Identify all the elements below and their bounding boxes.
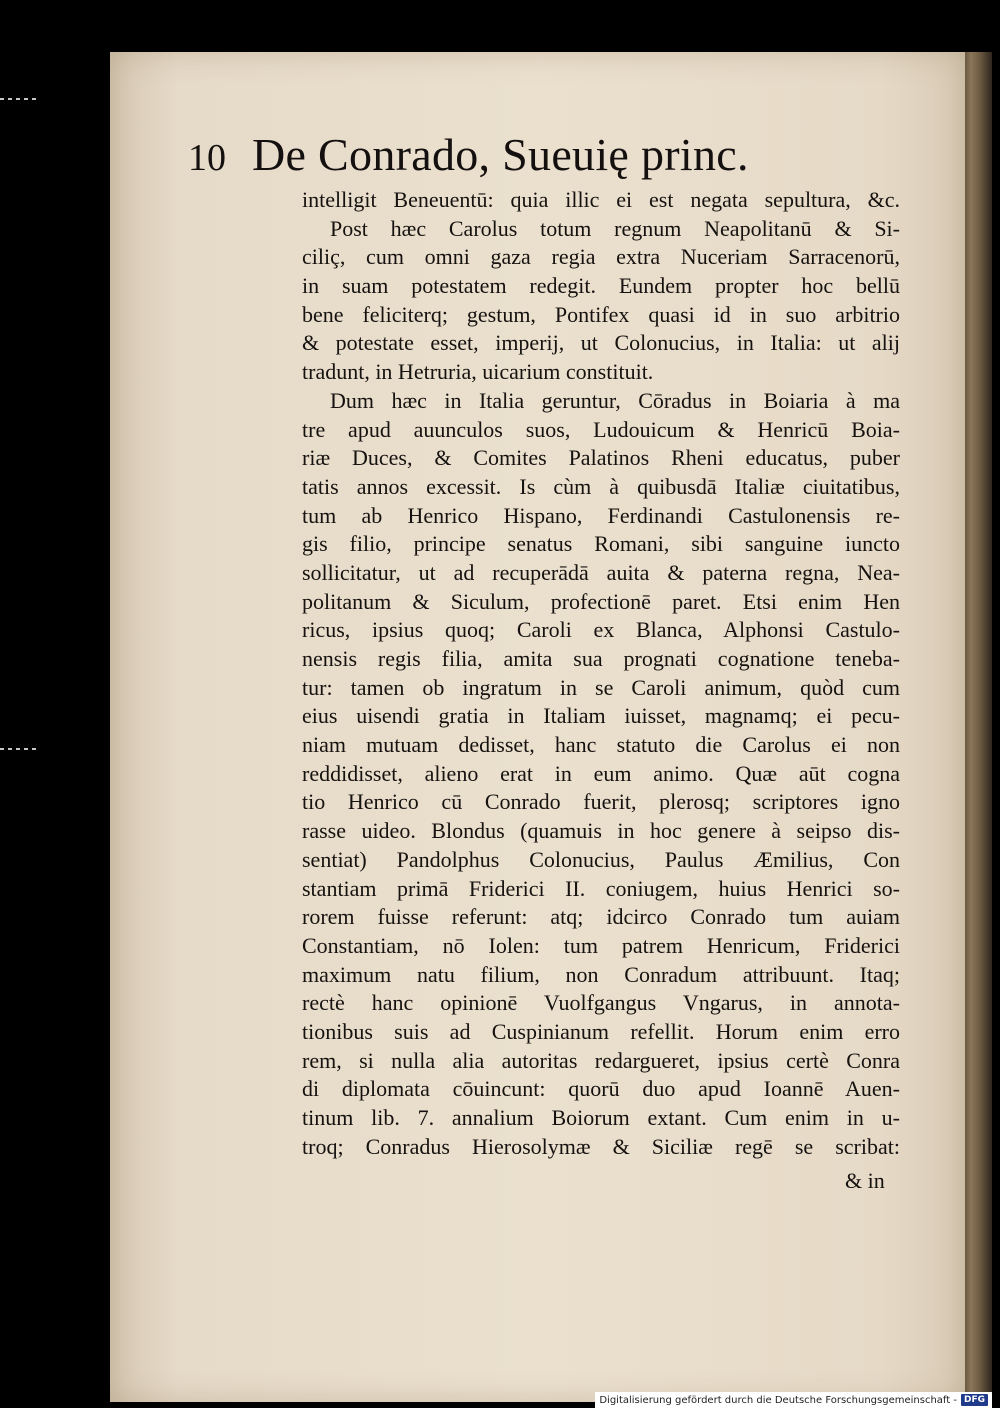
book-edge — [962, 52, 992, 1402]
text-line: in suam potestatem redegit. Eundem propter hoc bellū — [302, 273, 900, 299]
text-line: gis filio, principe senatus Romani, sibi sanguine iuncto — [302, 531, 900, 557]
text-line: sollicitatur, ut ad recuperādā auita & paterna regna, Nea- — [302, 559, 900, 585]
text-line: sentiat) Pandolphus Colonucius, Paulus Æmilius, Con — [302, 846, 900, 872]
text-line: Post hæc Carolus totum regnum Neapolitanū & Si- — [330, 215, 900, 241]
text-line: tatis annos excessit. Is cùm à quibusdā Italiæ ciuitatibus, — [302, 473, 900, 499]
text-line: ricus, ipsius quoq; Caroli ex Blanca, Alphonsi Castulo- — [302, 617, 900, 643]
page-number: 10 — [188, 137, 226, 179]
text-line: riæ Duces, & Comites Palatinos Rheni educatus, puber — [302, 445, 900, 471]
scan-marker-top — [0, 98, 40, 100]
text-line: politanum & Siculum, profectionē paret. Etsi enim Hen — [302, 588, 900, 614]
body-text — [302, 186, 900, 1161]
text-line: maximum natu filium, non Conradum attribuunt. Itaq; — [302, 961, 900, 987]
text-line: niam mutuam dedisset, hanc statuto die Carolus ei non — [302, 732, 900, 758]
text-line: rectè hanc opinionē Vuolfgangus Vngarus, in annota- — [302, 990, 900, 1016]
header-title: De Conrado, Sueuię princ. — [252, 129, 749, 180]
text-line: di diplomata cōuincunt: quorū duo apud Ioannē Auen- — [302, 1076, 900, 1102]
text-line: troq; Conradus Hierosolymæ & Siciliæ regē se scribat: — [302, 1133, 900, 1159]
text-line: tionibus suis ad Cuspinianum refellit. Horum enim erro — [302, 1018, 900, 1044]
text-line: reddidisset, alieno erat in eum animo. Quæ aūt cogna — [302, 760, 900, 786]
text-line: tio Henrico cū Conrado fuerit, plerosq; scriptores igno — [302, 789, 900, 815]
text-line: Constantiam, nō Iolen: tum patrem Henricum, Friderici — [302, 932, 900, 958]
text-line: rorem fuisse referunt: atq; idcirco Conrado tum auiam — [302, 904, 900, 930]
credit-text: Digitalisierung gefördert durch die Deutsche Forschungsgemeinschaft - — [599, 1394, 957, 1406]
text-line: tradunt, in Hetruria, uicarium constituit. — [302, 359, 654, 385]
text-line: rasse uideo. Blondus (quamuis in hoc genere à seipso dis- — [302, 818, 900, 844]
text-line: nensis regis filia, amita sua prognati cognatione teneba- — [302, 646, 900, 671]
text-line: tinum lib. 7. annalium Boiorum extant. Cum enim in u- — [302, 1105, 900, 1130]
text-line: tur: tamen ob ingratum in se Caroli animum, quòd cum — [302, 674, 900, 700]
scan-marker-middle — [0, 748, 40, 750]
text-line: eius uisendi gratia in Italiam iuisset, magnamq; ei pecu- — [302, 703, 900, 729]
text-line: stantiam primā Friderici II. coniugem, huius Henrici so- — [302, 875, 900, 901]
text-line: bene feliciterq; gestum, Pontifex quasi id in suo arbitrio — [302, 301, 900, 327]
text-line: & potestate esset, imperij, ut Colonucius, in Italia: ut alij — [302, 330, 900, 356]
running-head — [188, 128, 848, 181]
digitization-credit — [595, 1392, 992, 1408]
text-line: ciliç, cum omni gaza regia extra Nuceriam Sarracenorū, — [302, 244, 900, 270]
catchword: & in — [845, 1168, 885, 1193]
text-line: Dum hæc in Italia geruntur, Cōradus in Boiaria à ma — [330, 387, 900, 413]
text-line: tre apud auunculos suos, Ludouicum & Henricū Boia- — [302, 416, 900, 442]
text-line: intelligit Beneuentū: quia illic ei est negata sepultura, &c. — [302, 187, 900, 212]
text-line: rem, si nulla alia autoritas redargueret, ipsius certè Conra — [302, 1047, 900, 1073]
dfg-logo: DFG — [961, 1394, 988, 1406]
text-line: tum ab Henrico Hispano, Ferdinandi Castulonensis re- — [302, 502, 900, 528]
